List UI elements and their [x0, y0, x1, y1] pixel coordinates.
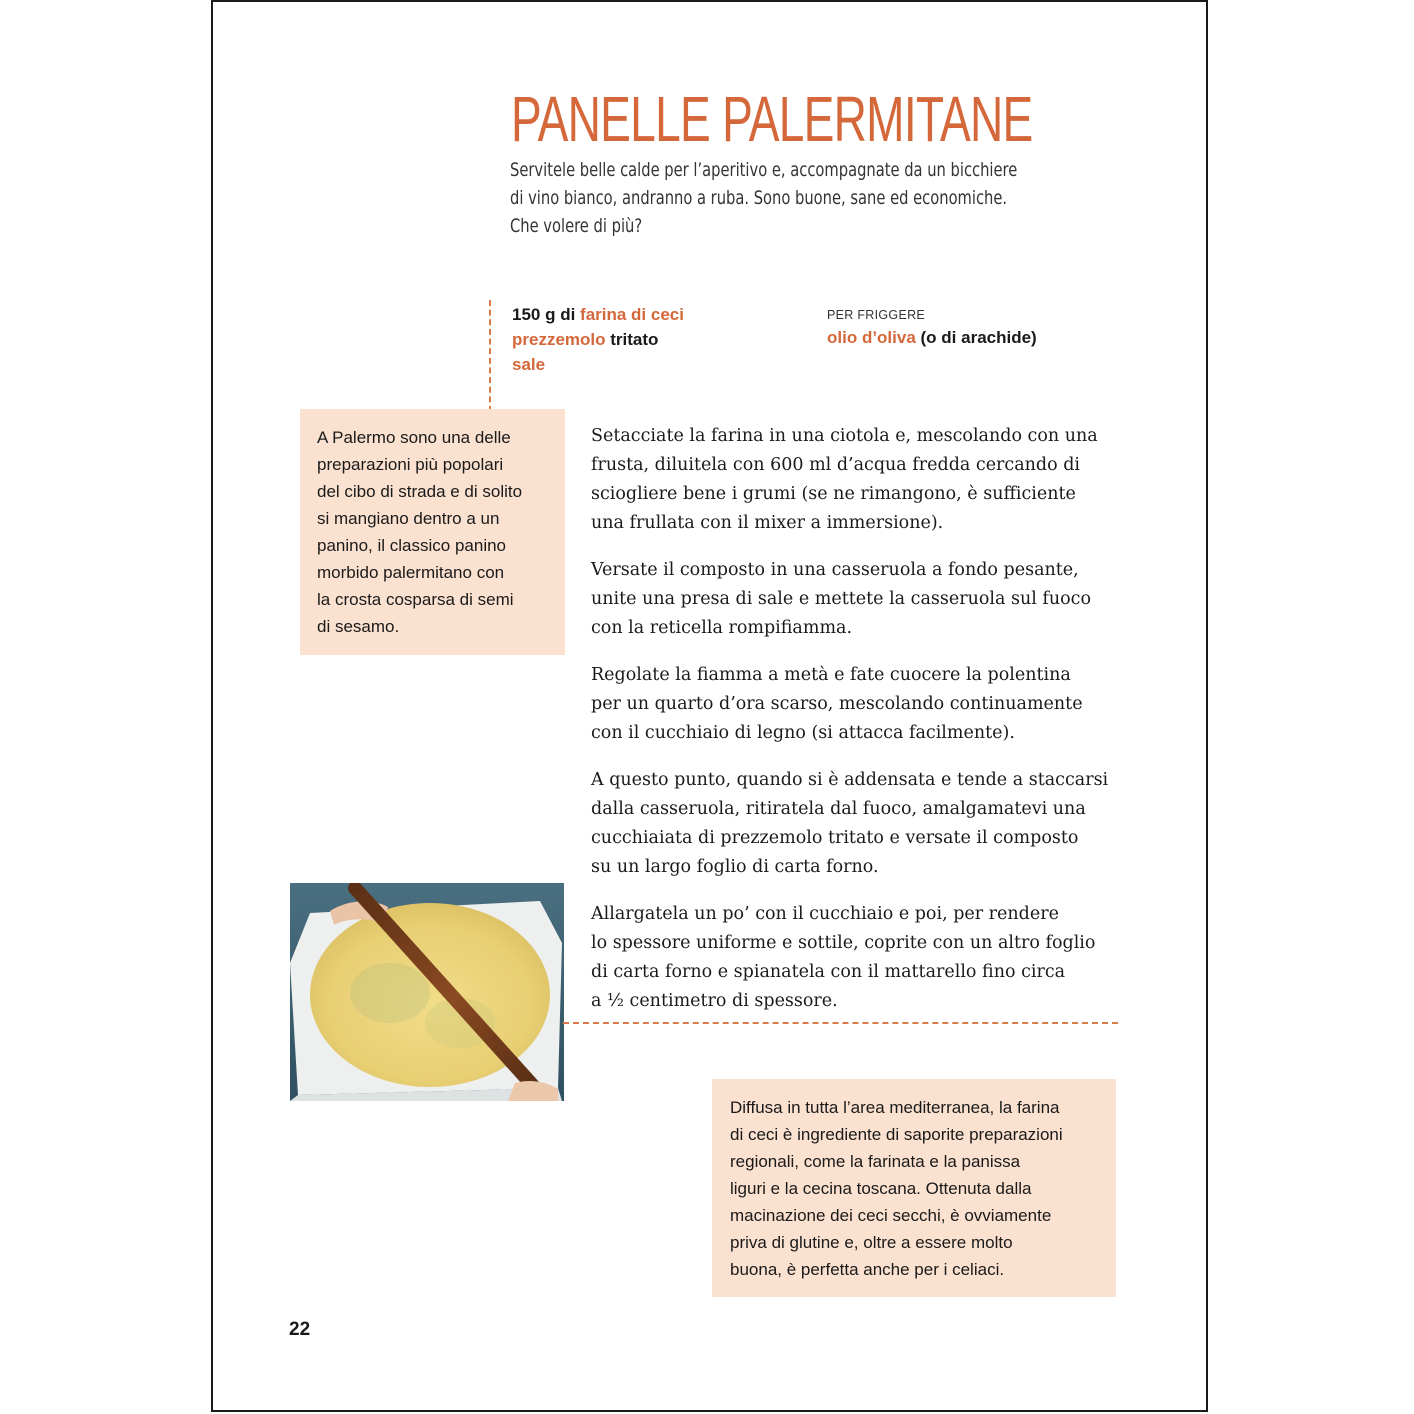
step-line: Setacciate la farina in una ciotola e, mescolando con una [591, 426, 1098, 446]
ingredient-name: prezzemolo [512, 330, 606, 349]
step-line: dalla casseruola, ritiratela dal fuoco, amalgamatevi una [591, 799, 1086, 819]
frying-heading: PER FRIGGERE [827, 308, 926, 322]
ingredient-item [512, 327, 684, 352]
note-line: di sesamo. [317, 617, 400, 636]
recipe-steps [591, 404, 1131, 1034]
note-line: panino, il classico panino [317, 536, 507, 555]
ingredient-item [512, 352, 684, 377]
note-line: regionali, come la farinata e la panissa [730, 1152, 1021, 1171]
step-line: unite una presa di sale e mettete la casseruola sul fuoco [591, 589, 1092, 609]
info-note-box [712, 1079, 1116, 1297]
ingredient-note: tritato [605, 330, 659, 349]
sidebar-note-box [300, 409, 565, 655]
note-line: A Palermo sono una delle [317, 428, 511, 447]
step-line: di carta forno e spianatela con il mattarello fino circa [591, 962, 1066, 982]
ingredient-item [827, 325, 1037, 350]
note-line: Diffusa in tutta l’area mediterranea, la farina [730, 1098, 1060, 1117]
frying-ingredients [827, 305, 1037, 350]
step-line: cucchiaiata di prezzemolo tritato e versate il composto [591, 828, 1079, 848]
step-line: a ½ centimetro di spessore. [591, 991, 838, 1011]
note-line: liguri e la cecina toscana. Ottenuta dalla [730, 1179, 1032, 1198]
ingredient-item [512, 302, 684, 327]
book-page [211, 0, 1208, 1412]
note-line: priva di glutine e, oltre a essere molto [730, 1233, 1013, 1252]
step-line: su un largo foglio di carta forno. [591, 857, 879, 877]
note-line: si mangiano dentro a un [317, 509, 500, 528]
ingredient-name: olio d’oliva [827, 328, 916, 347]
note-line: morbido palermitano con [317, 563, 505, 582]
intro-line: Servitele belle calde per l’aperitivo e, accompagnate da un bicchiere [510, 159, 1018, 181]
step-line: A questo punto, quando si è addensata e tende a staccarsi [591, 770, 1109, 790]
step-line: sciogliere bene i grumi (se ne rimangono, è sufficiente [591, 484, 1076, 504]
intro-line: Che volere di più? [510, 215, 643, 237]
note-line: buona, è perfetta anche per i celiaci. [730, 1260, 1005, 1279]
ingredients-dashed-rule [489, 300, 491, 412]
intro-line: di vino bianco, andranno a ruba. Sono buone, sane ed economiche. [510, 187, 1008, 209]
ingredient-name: sale [512, 355, 546, 374]
ingredient-qty: 150 g di [512, 305, 581, 324]
step-line: con la reticella rompifiamma. [591, 618, 853, 638]
step-line: per un quarto d’ora scarso, mescolando continuamente [591, 694, 1083, 714]
step-line: Regolate la fiamma a metà e fate cuocere la polentina [591, 665, 1071, 685]
recipe-title: PANELLE PALERMITANE [511, 83, 1033, 155]
dashed-divider [563, 1022, 1118, 1024]
step-line: una frullata con il mixer a immersione). [591, 513, 944, 533]
recipe-intro [510, 156, 1060, 240]
step-line: Allargatela un po’ con il cucchiaio e poi, per rendere [591, 904, 1059, 924]
rolling-pin-photo [290, 883, 564, 1101]
page-number: 22 [289, 1319, 311, 1340]
note-line: del cibo di strada e di solito [317, 482, 523, 501]
note-line: la crosta cosparsa di semi [317, 590, 514, 609]
note-line: di ceci è ingrediente di saporite preparazioni [730, 1125, 1063, 1144]
step-line: lo spessore uniforme e sottile, coprite con un altro foglio [591, 933, 1096, 953]
ingredient-name: farina di ceci [580, 305, 684, 324]
ingredient-note: (o di arachide) [915, 328, 1037, 347]
step-line: con il cucchiaio di legno (si attacca facilmente). [591, 723, 1015, 743]
ingredients-list [512, 302, 684, 377]
step-line: frusta, diluitela con 600 ml d’acqua fredda cercando di [591, 455, 1081, 475]
note-line: macinazione dei ceci secchi, è ovviamente [730, 1206, 1052, 1225]
note-line: preparazioni più popolari [317, 455, 504, 474]
step-line: Versate il composto in una casseruola a fondo pesante, [591, 560, 1079, 580]
